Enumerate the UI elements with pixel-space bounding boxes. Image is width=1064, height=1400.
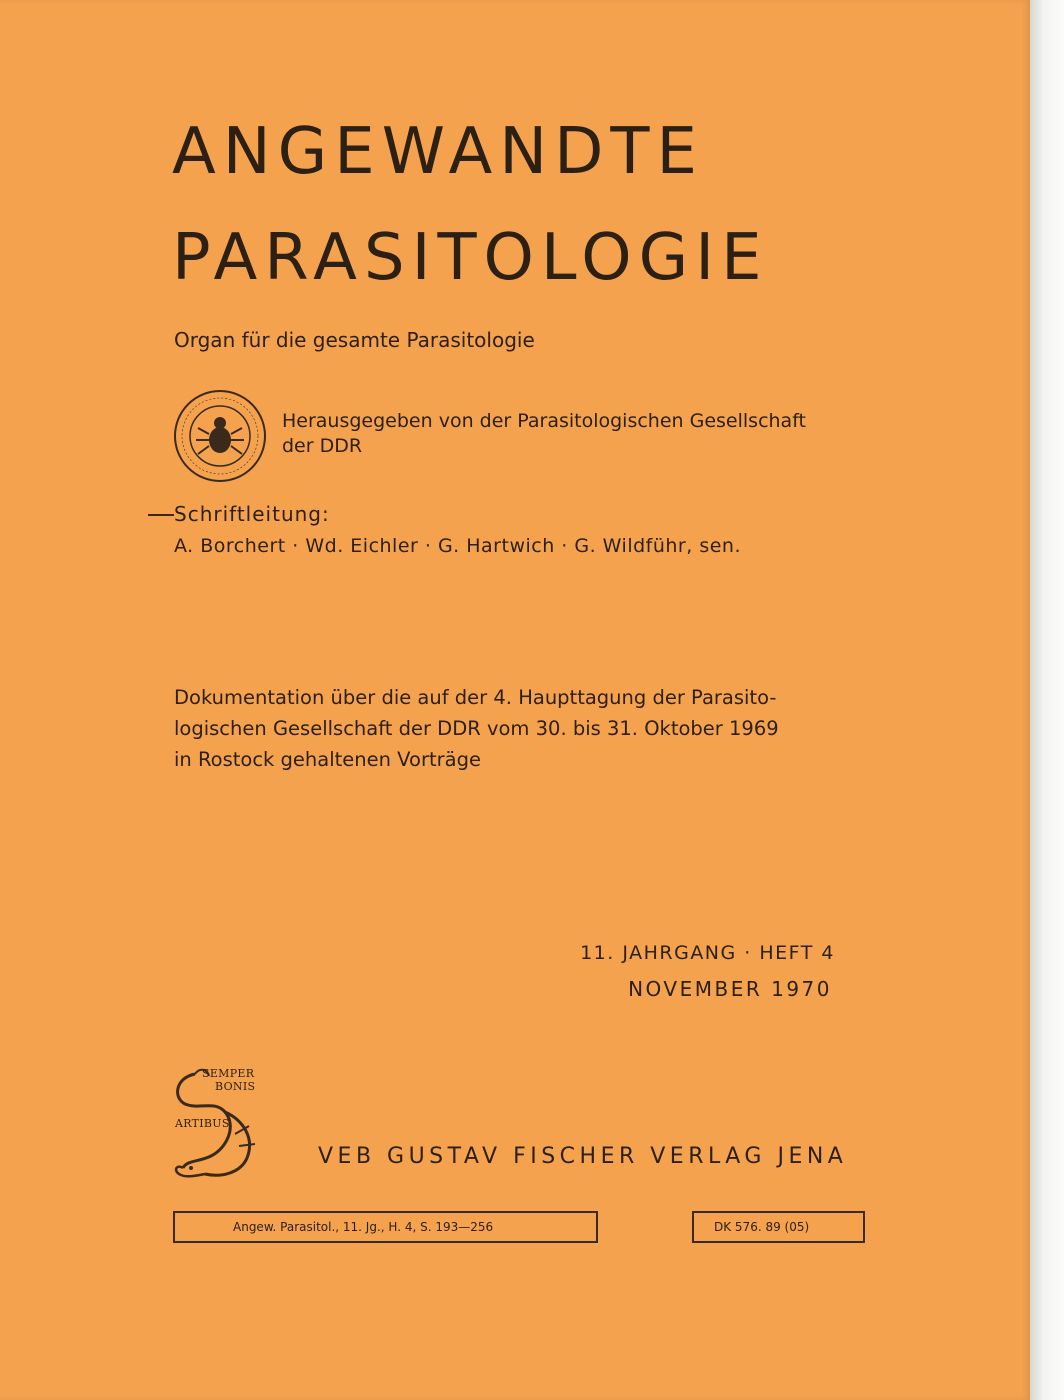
logo-motto-2: BONIS: [215, 1080, 256, 1093]
editors-list: A. Borchert · Wd. Eichler · G. Hartwich · G. Wildführ, sen.: [174, 535, 741, 557]
society-seal-icon: [172, 388, 268, 484]
publisher-line-1: Herausgegeben von der Parasitologischen Gesellschaft: [282, 410, 807, 432]
volume-issue: 11. JAHRGANG · HEFT 4: [580, 942, 835, 964]
citation-text: Angew. Parasitol., 11. Jg., H. 4, S. 193—256: [233, 1220, 494, 1234]
publisher-name: VEB GUSTAV FISCHER VERLAG JENA: [318, 1144, 848, 1169]
editors-rule: [148, 514, 174, 516]
publisher-line-2: der DDR: [282, 435, 363, 457]
title-line-1: ANGEWANDTE: [172, 115, 704, 189]
editors-label: Schriftleitung:: [174, 502, 330, 526]
citation-box: [173, 1211, 598, 1243]
title-line-2: PARASITOLOGIE: [172, 221, 769, 295]
documentation-line-2: logischen Gesellschaft der DDR vom 30. bis 31. Oktober 1969: [174, 717, 779, 740]
documentation-line-3: in Rostock gehaltenen Vorträge: [174, 748, 481, 771]
dk-number-text: DK 576. 89 (05): [714, 1220, 810, 1234]
dk-number-box: [692, 1211, 865, 1243]
logo-motto-1: SEMPER: [202, 1067, 255, 1080]
subtitle: Organ für die gesamte Parasitologie: [174, 328, 535, 352]
documentation-line-1: Dokumentation über die auf der 4. Haupttagung der Parasito-: [174, 686, 777, 709]
issue-date: NOVEMBER 1970: [628, 977, 832, 1001]
documentation-note: [174, 682, 779, 775]
page-edge: [1030, 0, 1064, 1400]
logo-motto-3: ARTIBUS: [175, 1117, 230, 1130]
publisher-statement: [282, 409, 806, 459]
